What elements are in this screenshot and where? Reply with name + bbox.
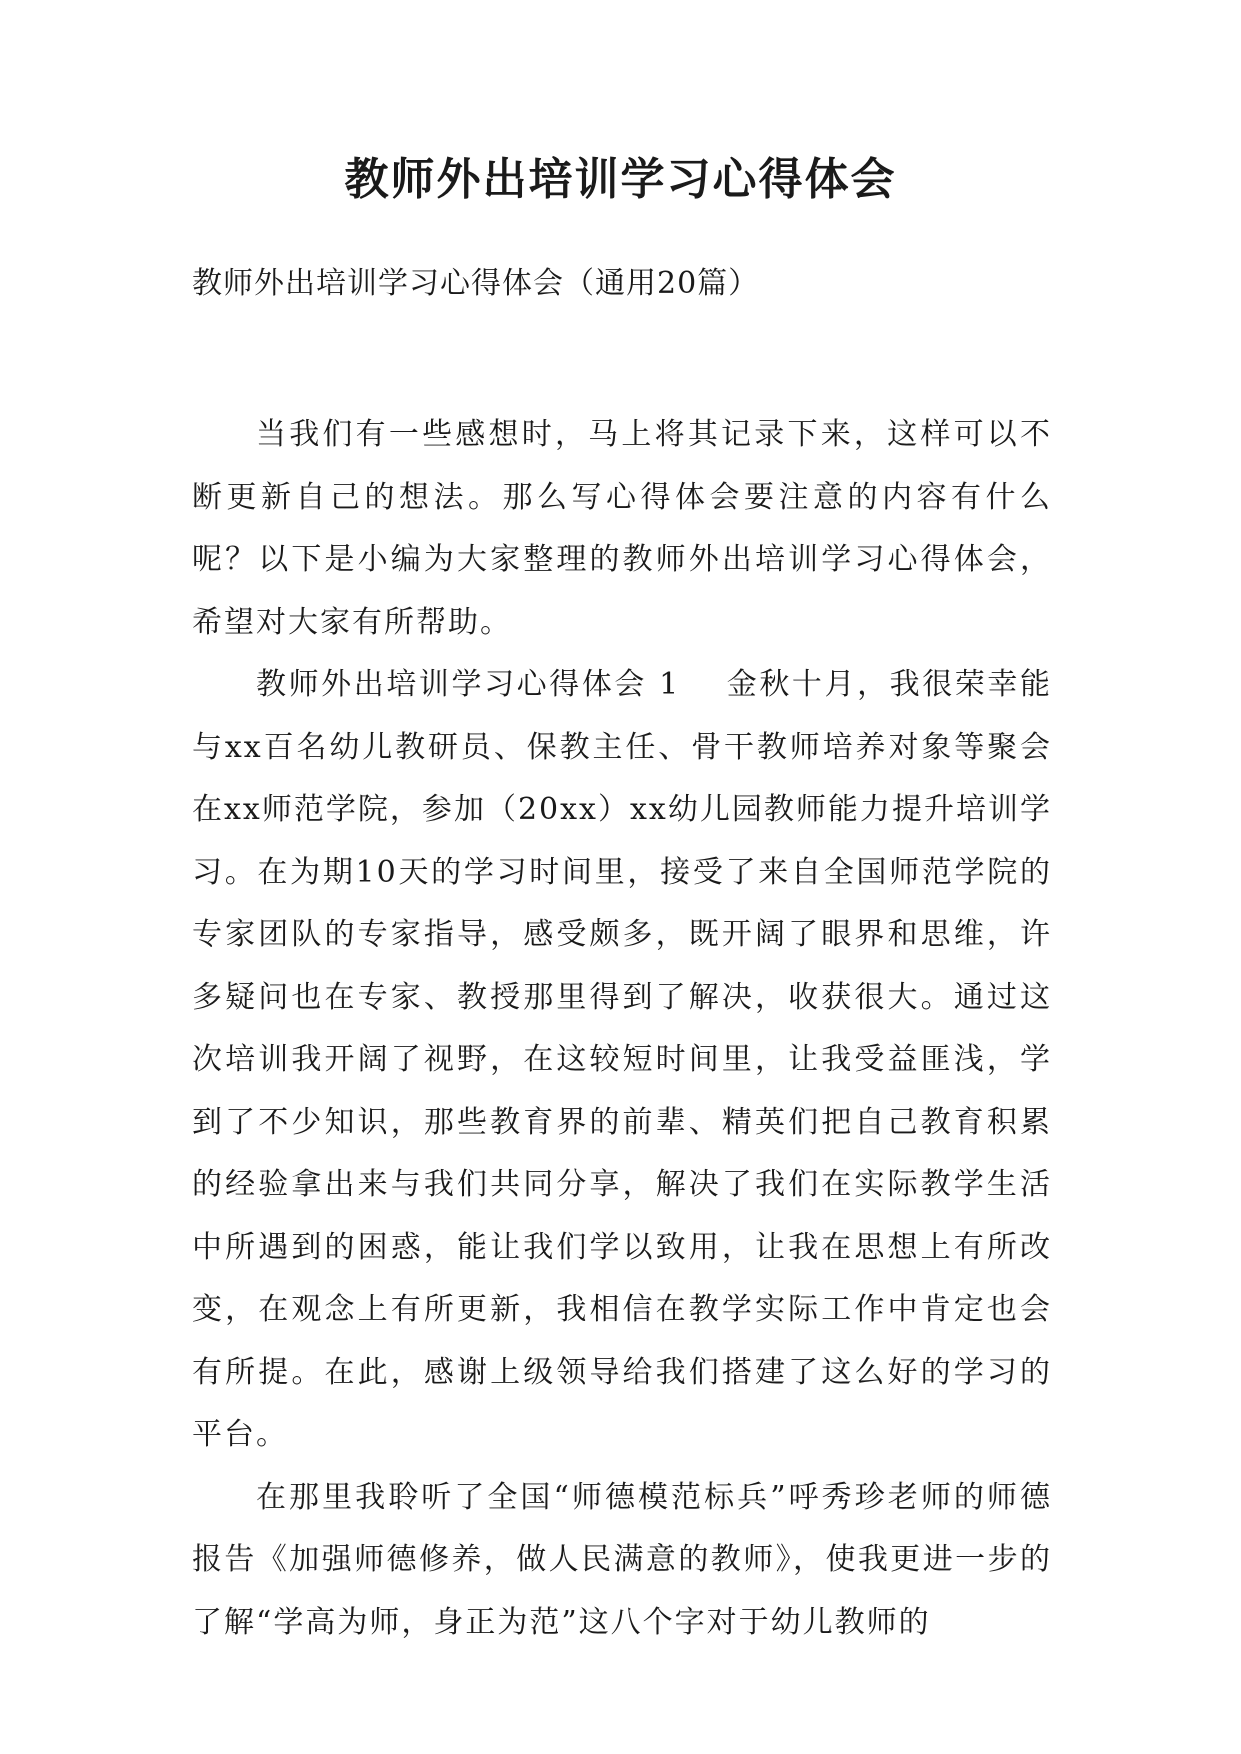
document-body: [192, 404, 1052, 1654]
section-1-body: 金秋十月，我很荣幸能与xx百名幼儿教研员、保教主任、骨干教师培养对象等聚会在xx师范学院，参加（20xx）xx幼儿园教师能力提升培训学习。在为期10天的学习时间里，接受了来自全国师范学院的专家团队的专家指导，感受颇多，既开阔了眼界和思维，许多疑问也在专家、教授那里得到了解决，收获很大。通过这次培训我开阔了视野，在这较短时间里，让我受益匪浅，学到了不少知识，那些教育界的前辈、精英们把自己教育积累的经验拿出来与我们共同分享，解决了我们在实际教学生活中所遇到的困惑，能让我们学以致用，让我在思想上有所改变，在观念上有所更新，我相信在教学实际工作中肯定也会有所提。在此，感谢上级领导给我们搭建了这么好的学习的平台。: [192, 667, 1053, 1452]
section-1-paragraph: [192, 654, 1052, 1467]
document-title: 教师外出培训学习心得体会: [344, 154, 897, 205]
intro-paragraph: 当我们有一些感想时，马上将其记录下来，这样可以不断更新自己的想法。那么写心得体会要注意的内容有什么呢？以下是小编为大家整理的教师外出培训学习心得体会，希望对大家有所帮助。: [192, 417, 1052, 640]
section-1-heading: 教师外出培训学习心得体会 1: [256, 667, 681, 702]
paragraph-3: 在那里我聆听了全国“师德模范标兵”呼秀珍老师的师德报告《加强师德修养，做人民满意的教师》，使我更进一步的了解“学高为师，身正为范”这八个字对于幼儿教师的: [192, 1479, 1052, 1640]
document-subtitle: 教师外出培训学习心得体会（通用20篇）: [192, 266, 760, 301]
